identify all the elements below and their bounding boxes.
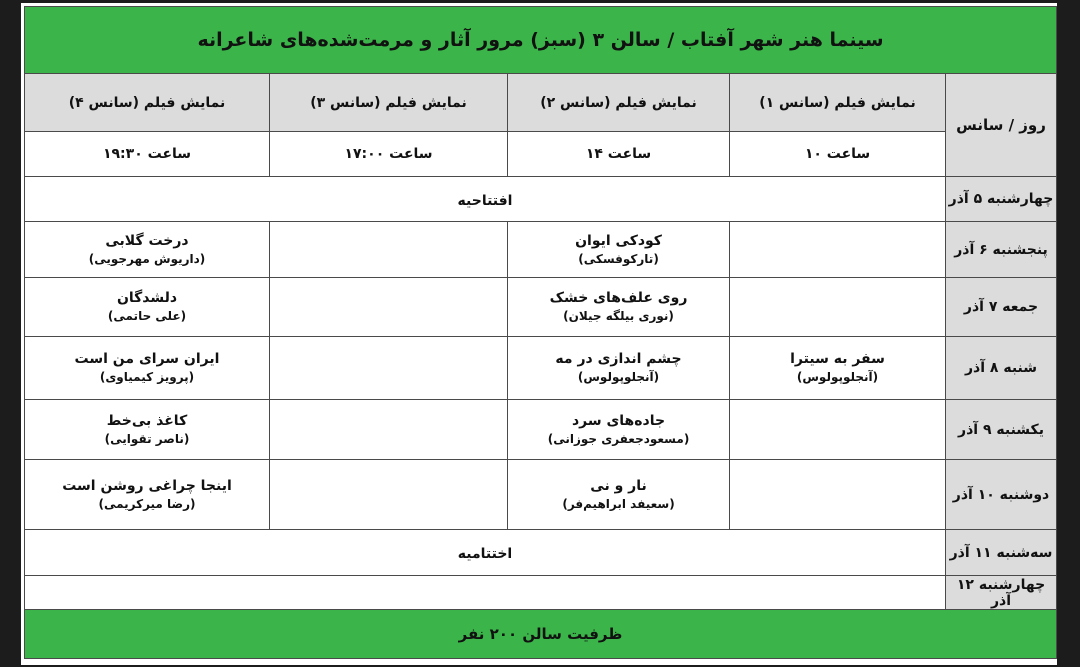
capacity-note: ظرفیت سالن ۲۰۰ نفر — [25, 610, 1057, 659]
day-row — [25, 460, 1057, 530]
opening-label: افتتاحیه — [457, 192, 513, 209]
empty-cell — [270, 222, 508, 278]
film-cell — [25, 460, 270, 530]
empty-cell — [270, 460, 508, 530]
session-2-label: نمایش فیلم (سانس ۲) — [508, 74, 730, 132]
film-director: (علی حاتمی) — [107, 309, 187, 323]
session-2-time: ساعت ۱۴ — [508, 132, 730, 177]
film-director: (آنجلوپولوس) — [577, 370, 660, 384]
film-director: (ناصر تقوایی) — [104, 431, 190, 446]
film-cell — [25, 222, 270, 278]
film-cell — [508, 278, 730, 337]
day-label: سه‌شنبه ۱۱ آذر — [946, 530, 1057, 576]
day-label: یکشنبه ۹ آذر — [946, 400, 1057, 460]
film-cell — [508, 337, 730, 400]
day-row — [25, 278, 1057, 337]
film-director: (مسعودجعفری جوزانی) — [547, 431, 690, 446]
day-label: چهارشنبه ۵ آذر — [946, 177, 1057, 222]
session-3-label: نمایش فیلم (سانس ۳) — [270, 74, 508, 132]
empty-cell — [270, 337, 508, 400]
empty-cell — [25, 576, 946, 610]
film-title: جاده‌های سرد — [571, 412, 666, 429]
film-director: (تارکوفسکی) — [578, 251, 659, 266]
closing-label: اختتامیه — [457, 546, 513, 562]
film-cell — [730, 337, 946, 400]
film-cell — [508, 400, 730, 460]
session-time-row — [25, 132, 1057, 177]
day-row — [25, 530, 1057, 576]
film-title: درخت گلابی — [105, 232, 189, 249]
empty-cell — [730, 460, 946, 530]
film-title: سفر به سیترا — [790, 351, 885, 367]
day-label: شنبه ۸ آذر — [946, 337, 1057, 400]
empty-cell — [730, 222, 946, 278]
session-4-label: نمایش فیلم (سانس ۴) — [25, 74, 270, 132]
page-title: سینما هنر شهر آفتاب / سالن ۳ (سبز) مرور آثار و مرمت‌شده‌های شاعرانه — [25, 7, 1057, 74]
film-director: (داریوش مهرجویی) — [88, 251, 206, 266]
empty-cell — [270, 400, 508, 460]
empty-cell — [730, 400, 946, 460]
film-director: (پرویز کیمیاوی) — [99, 370, 195, 384]
closing-cell — [25, 530, 946, 576]
film-title: کاغذ بی‌خط — [106, 412, 188, 429]
day-label: جمعه ۷ آذر — [946, 278, 1057, 337]
film-title: روی علف‌های خشک — [549, 290, 688, 306]
day-label: دوشنبه ۱۰ آذر — [946, 460, 1057, 530]
film-director: (سعیفد ابراهیم‌فر) — [562, 496, 675, 511]
film-title: کودکی ایوان — [575, 232, 662, 249]
film-director: (رضا میرکریمی) — [98, 496, 196, 511]
film-title: دلشدگان — [116, 290, 178, 306]
film-director: (نوری بیلگه جیلان) — [563, 309, 674, 323]
film-cell — [508, 460, 730, 530]
day-row — [25, 222, 1057, 278]
day-row — [25, 337, 1057, 400]
title-row — [25, 7, 1057, 74]
day-label: چهارشنبه ۱۲ آذر — [946, 576, 1057, 610]
empty-cell — [730, 278, 946, 337]
film-cell — [25, 278, 270, 337]
session-3-time: ساعت ۱۷:۰۰ — [270, 132, 508, 177]
day-label: پنجشنبه ۶ آذر — [946, 222, 1057, 278]
corner-label: روز / سانس — [946, 74, 1057, 177]
film-cell — [25, 337, 270, 400]
day-row — [25, 576, 1057, 610]
film-title: چشم اندازی در مه — [555, 351, 682, 367]
session-4-time: ساعت ۱۹:۳۰ — [25, 132, 270, 177]
footer-row — [25, 610, 1057, 659]
session-1-label: نمایش فیلم (سانس ۱) — [730, 74, 946, 132]
session-header-row — [25, 74, 1057, 132]
schedule-table — [24, 6, 1057, 659]
session-1-time: ساعت ۱۰ — [730, 132, 946, 177]
opening-cell — [25, 177, 946, 222]
day-row — [25, 177, 1057, 222]
empty-cell — [270, 278, 508, 337]
film-title: نار و نی — [590, 477, 647, 494]
film-title: ایران سرای من است — [74, 351, 220, 367]
day-row — [25, 400, 1057, 460]
film-title: اینجا چراغی روشن است — [62, 477, 232, 494]
film-cell — [25, 400, 270, 460]
film-director: (آنجلوپولوس) — [796, 370, 879, 384]
film-cell — [508, 222, 730, 278]
